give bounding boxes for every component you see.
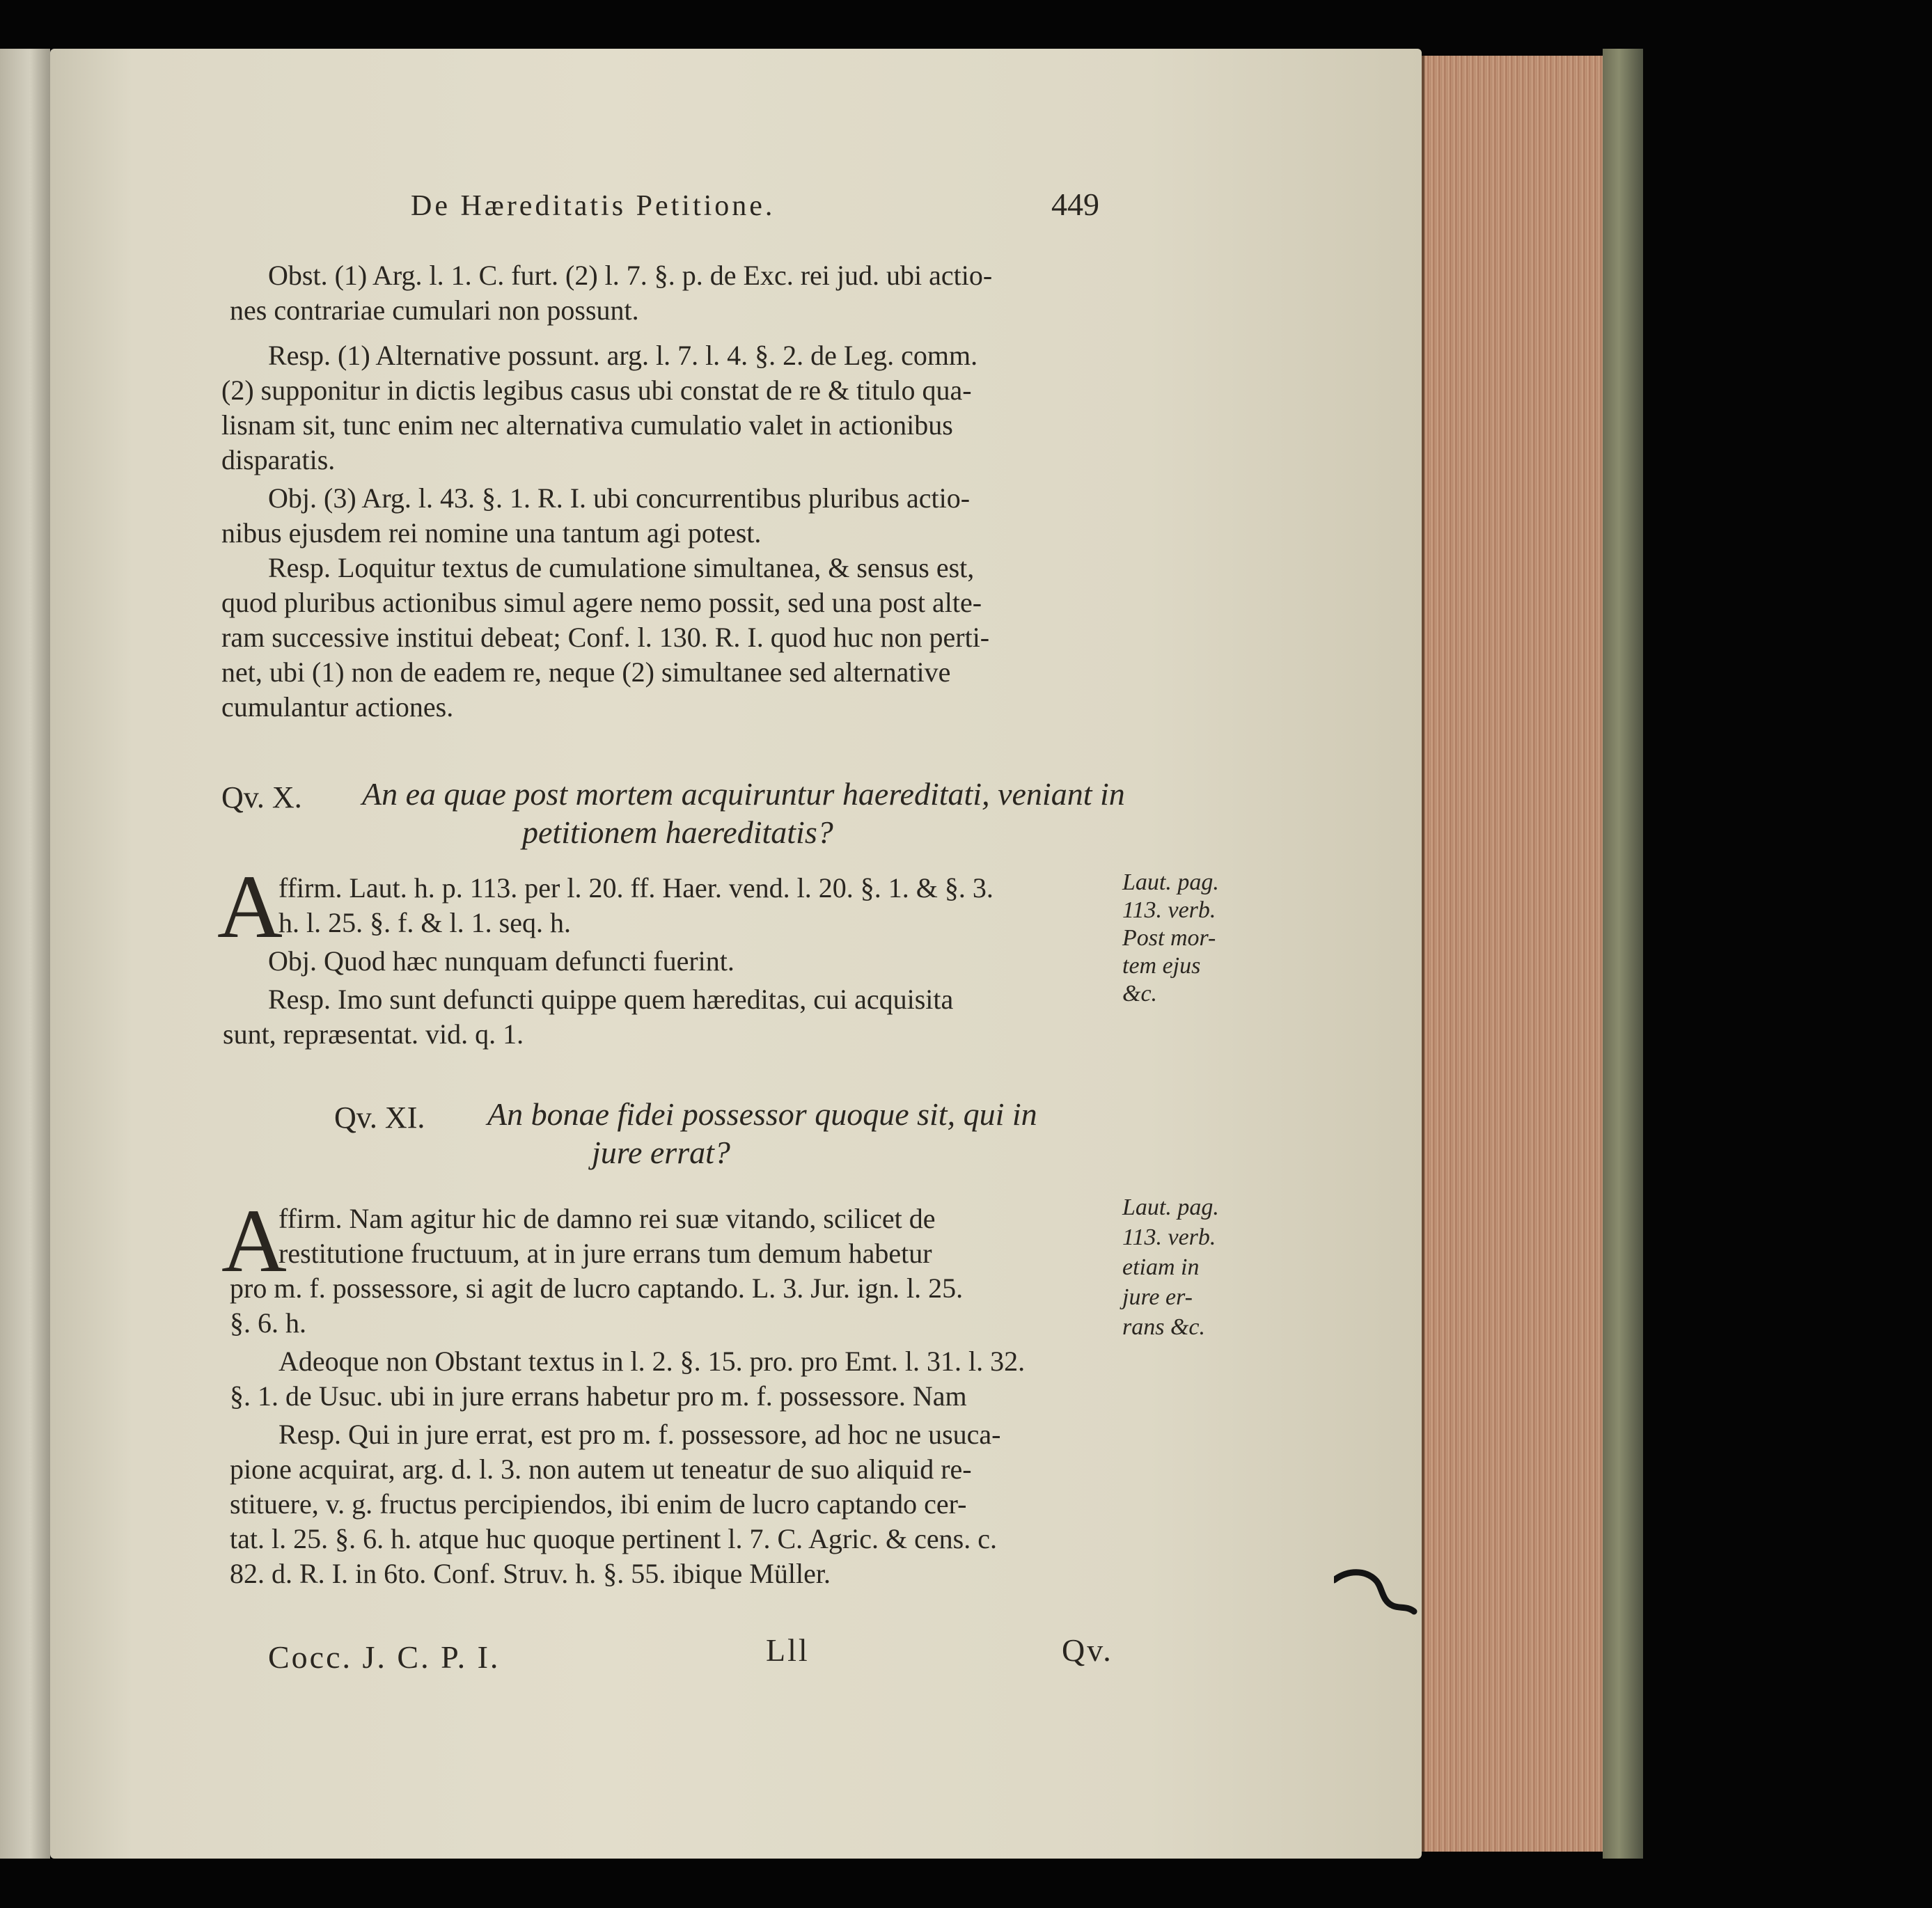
question-title: jure errat?: [592, 1135, 730, 1170]
question-title: An ea quae post mortem acquiruntur haereditati, veniant in: [362, 776, 1125, 812]
objection-line: Obj. Quod hæc nunquam defuncti fuerint.: [268, 945, 735, 977]
question-label: Qv. XI.: [334, 1101, 425, 1135]
catchword: Qv.: [1062, 1632, 1113, 1668]
marginal-note: Post mor-: [1122, 925, 1216, 951]
objection-line: §. 1. de Usuc. ubi in jure errans habetur pro m. f. possessore. Nam: [230, 1380, 967, 1412]
response-line: Resp. Qui in jure errat, est pro m. f. possessore, ad hoc ne usuca-: [278, 1419, 1001, 1450]
marginal-note: tem ejus: [1122, 953, 1201, 979]
objection-line: Obst. (1) Arg. l. 1. C. furt. (2) l. 7. §. p. de Exc. rei jud. ubi actio-: [268, 260, 993, 291]
marginal-note: &c.: [1122, 981, 1158, 1007]
marginal-note: jure er-: [1122, 1284, 1193, 1310]
objection-line: nibus ejusdem rei nomine una tantum agi potest.: [221, 517, 762, 549]
response-line: cumulantur actiones.: [221, 691, 454, 723]
signature-mark: Cocc. J. C. P. I.: [268, 1639, 501, 1675]
book-cover-edge: [1603, 49, 1643, 1859]
response-line: Resp. (1) Alternative possunt. arg. l. 7. l. 4. §. 2. de Leg. comm.: [268, 340, 978, 371]
drop-capital: A: [221, 1191, 287, 1291]
facing-page-edge: [0, 49, 50, 1859]
response-line: quod pluribus actionibus simul agere nemo possit, sed una post alte-: [221, 587, 982, 618]
response-line: net, ubi (1) non de eadem re, neque (2) simultanee sed alternative: [221, 656, 951, 688]
running-head: De Hæreditatis Petitione.: [411, 190, 776, 222]
affirmation-line: h. l. 25. §. f. & l. 1. seq. h.: [278, 907, 571, 938]
marginal-note: rans &c.: [1122, 1314, 1205, 1340]
affirmation-line: §. 6. h.: [230, 1307, 306, 1339]
affirmation-line: ffirm. Nam agitur hic de damno rei suæ vitando, scilicet de: [278, 1203, 936, 1234]
ribbon-bookmark: [1334, 1563, 1417, 1618]
response-line: disparatis.: [221, 444, 336, 475]
page-number: 449: [1051, 187, 1099, 222]
response-line: Resp. Imo sunt defuncti quippe quem hæreditas, cui acquisita: [268, 984, 954, 1015]
affirmation-line: ffirm. Laut. h. p. 113. per l. 20. ff. Haer. vend. l. 20. §. 1. & §. 3.: [278, 872, 994, 904]
response-line: sunt, repræsentat. vid. q. 1.: [223, 1018, 524, 1050]
drop-capital: A: [217, 857, 283, 957]
response-line: lisnam sit, tunc enim nec alternativa cumulatio valet in actionibus: [221, 409, 953, 441]
response-line: ram successive institui debeat; Conf. l. 130. R. I. quod huc non perti-: [221, 622, 990, 653]
objection-line: nes contrariae cumulari non possunt.: [230, 294, 639, 326]
marginal-note: 113. verb.: [1122, 897, 1216, 923]
question-title: An bonae fidei possessor quoque sit, qui in: [487, 1096, 1037, 1132]
affirmation-line: pro m. f. possessore, si agit de lucro captando. L. 3. Jur. ign. l. 25.: [230, 1272, 964, 1304]
marginal-note: Laut. pag.: [1122, 869, 1219, 895]
response-line: tat. l. 25. §. 6. h. atque huc quoque pertinent l. 7. C. Agric. & cens. c.: [230, 1523, 997, 1554]
response-line: stituere, v. g. fructus percipiendos, ibi enim de lucro captando cer-: [230, 1488, 967, 1520]
question-label: Qv. X.: [221, 780, 302, 814]
response-line: 82. d. R. I. in 6to. Conf. Struv. h. §. 55. ibique Müller.: [230, 1558, 831, 1589]
objection-line: Obj. (3) Arg. l. 43. §. 1. R. I. ubi concurrentibus pluribus actio-: [268, 482, 971, 514]
page-fore-edge: [1422, 56, 1605, 1852]
response-line: Resp. Loquitur textus de cumulatione simultanea, & sensus est,: [268, 552, 975, 583]
marginal-note: 113. verb.: [1122, 1224, 1216, 1250]
question-title: petitionem haereditatis?: [522, 814, 833, 850]
affirmation-line: restitutione fructuum, at in jure errans tum demum habetur: [278, 1238, 932, 1269]
gathering-mark: Lll: [766, 1632, 810, 1668]
objection-line: Adeoque non Obstant textus in l. 2. §. 15. pro. pro Emt. l. 31. l. 32.: [278, 1346, 1026, 1377]
marginal-note: etiam in: [1122, 1254, 1200, 1280]
response-line: pione acquirat, arg. d. l. 3. non autem ut teneatur de suo aliquid re-: [230, 1453, 972, 1485]
marginal-note: Laut. pag.: [1122, 1195, 1219, 1220]
response-line: (2) supponitur in dictis legibus casus ubi constat de re & titulo qua-: [221, 374, 972, 406]
